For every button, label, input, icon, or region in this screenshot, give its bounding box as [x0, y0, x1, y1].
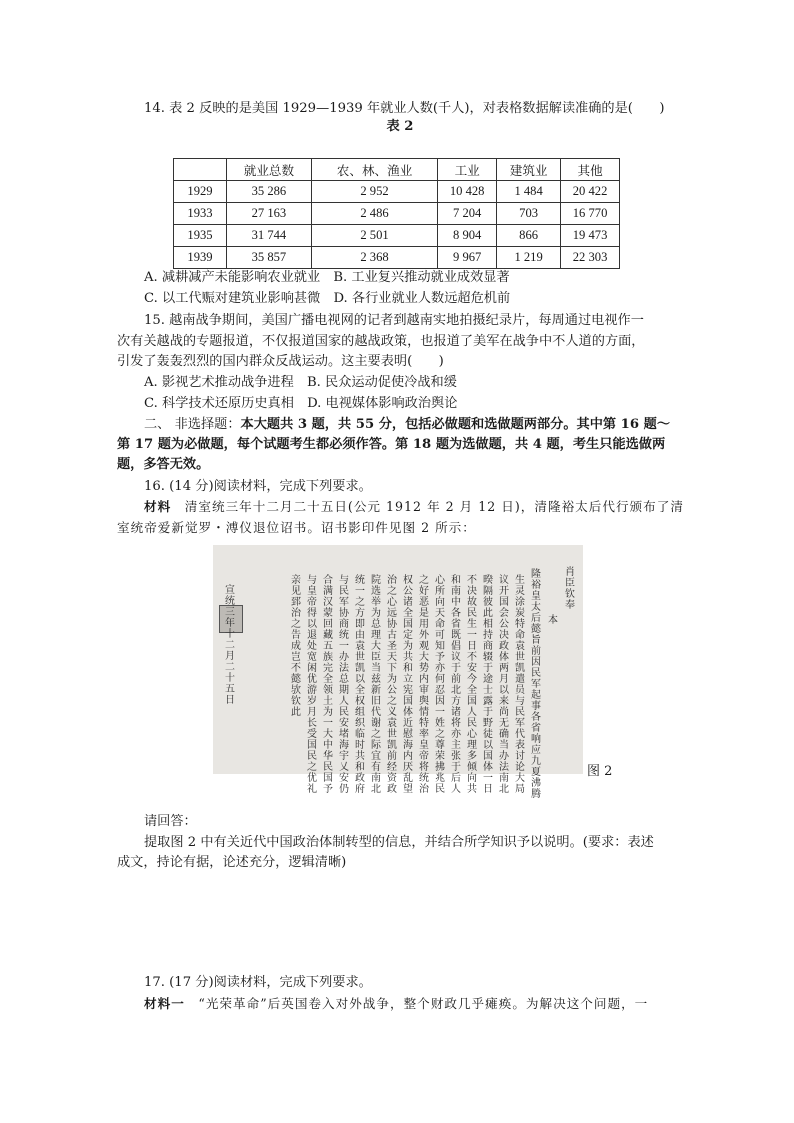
q17-material-line1	[144, 994, 648, 1014]
table-header-cell: 工业	[438, 159, 497, 181]
edict-column: 议开国会公决政体两月以来尚无确当办法南北	[499, 575, 509, 795]
edict-column: 和南中各省既倡议于前北方诸将亦主张于后人	[451, 575, 461, 795]
edict-date-column: 宣统三年十二月二十五日	[225, 585, 235, 706]
edict-column: 与民军协商统一办法总期人民安堵海宇乂安仍	[339, 575, 349, 795]
edict-column: 本	[548, 615, 558, 626]
edict-column: 亲见郅治之告成岂不懿欤钦此	[291, 575, 301, 718]
table-cell: 20 422	[561, 181, 620, 203]
abdication-edict-image	[213, 545, 583, 800]
q17-title: 17. (17 分)阅读材料，完成下列要求。	[144, 975, 372, 990]
figure-2-label: 图 2	[587, 764, 613, 779]
edict-column: 生灵涂炭特命袁世凯遣员与民军代表讨论大局	[515, 575, 525, 795]
table-row	[174, 203, 620, 225]
edict-column: 心所向天命可知予亦何忍因一姓之尊荣拂兆民	[435, 575, 445, 795]
table-cell: 9 967	[438, 247, 497, 269]
table-header-row	[174, 159, 620, 181]
edict-column: 合满汉蒙回藏五族完全领土为一大中华民国予	[323, 575, 333, 795]
edict-column: 隆裕皇太后懿旨前因民军起事各省响应九夏沸腾	[531, 569, 541, 800]
q16-title: 16. (14 分)阅读材料，完成下列要求。	[144, 479, 372, 494]
table-cell: 1935	[174, 225, 227, 247]
edict-column: 治之心远协古圣天下为公之义袁世凯前经资政	[387, 575, 397, 795]
q16-question-line1: 提取图 2 中有关近代中国政治体制转型的信息，并结合所学知识予以说明。(要求：表述	[144, 835, 654, 850]
table-cell: 31 744	[227, 225, 312, 247]
edict-column: 肖臣钦奉	[565, 567, 575, 611]
table-header-cell: 其他	[561, 159, 620, 181]
table-cell: 35 857	[227, 247, 312, 269]
table-cell: 2 486	[311, 203, 437, 225]
table-row	[174, 247, 620, 269]
edict-column: 之好恶是用外观大势内审舆情特率皇帝将统治	[419, 575, 429, 795]
q17-material-text: “光荣革命”后英国卷入对外战争，整个财政几乎瘫痪。为解决这个问题，一	[198, 996, 649, 1011]
table-header-cell: 就业总数	[227, 159, 312, 181]
q15-options-row1: A. 影视艺术推动战争进程 B. 民众运动促使冷战和缓	[144, 375, 457, 390]
edict-column: 暌隔彼此相持商辍于途士露于野徒以国体一日	[483, 575, 493, 795]
section2-line2: 第 17 题为必做题，每个试题考生都必须作答。第 18 题为选做题，共 4 题，考生只能选做两	[117, 437, 666, 452]
section2-instructions: 本大题共 3 题，共 55 分，包括必做题和选做题两部分。其中第 16 题～	[240, 417, 671, 432]
q14-options-row1: A. 减耕减产未能影响农业就业 B. 工业复兴推动就业成效显著	[144, 270, 510, 285]
q16-material-line1	[144, 497, 684, 517]
employment-table	[173, 158, 620, 269]
table-cell: 19 473	[561, 225, 620, 247]
table-header-cell	[174, 159, 227, 181]
table-cell: 22 303	[561, 247, 620, 269]
table-cell: 16 770	[561, 203, 620, 225]
table-title: 表 2	[386, 119, 414, 134]
table-row	[174, 181, 620, 203]
q16-question-label: 请回答：	[144, 814, 197, 829]
table-cell: 10 428	[438, 181, 497, 203]
q14-options-row2: C. 以工代赈对建筑业影响甚微 D. 各行业就业人数远超危机前	[144, 291, 511, 306]
q14-stem: 14. 表 2 反映的是美国 1929—1939 年就业人数(千人)，对表格数据解读准确的是( )	[144, 101, 665, 116]
table-cell: 8 904	[438, 225, 497, 247]
table-cell: 1933	[174, 203, 227, 225]
q15-stem-line3: 引发了轰轰烈烈的国内群众反战运动。这主要表明( )	[117, 354, 444, 369]
table-cell: 1929	[174, 181, 227, 203]
edict-column: 不决故民生一日不安今全国人民心理多倾向共	[467, 575, 477, 795]
section2-label: 二、 非选择题：	[144, 417, 241, 432]
q16-question-line2: 成文，持论有据，论述充分，逻辑清晰)	[117, 855, 347, 870]
q16-material-text: 清室统三年十二月二十五日(公元 1912 年 2 月 12 日)，清隆裕太后代行颁布了清	[184, 499, 684, 514]
table-row	[174, 225, 620, 247]
section2-line3: 题，多答无效。	[117, 457, 210, 472]
table-cell: 7 204	[438, 203, 497, 225]
table-cell: 2 501	[311, 225, 437, 247]
table-cell: 1 484	[497, 181, 561, 203]
table-cell: 703	[497, 203, 561, 225]
q16-material-label: 材料	[144, 499, 172, 514]
edict-column: 院选举为总理大臣当兹新旧代谢之际宜有南北	[371, 575, 381, 795]
section2-line1	[144, 415, 670, 435]
edict-column: 统一之方即由袁世凯以全权组织临时共和政府	[355, 575, 365, 795]
table-cell: 35 286	[227, 181, 312, 203]
q15-options-row2: C. 科学技术还原历史真相 D. 电视媒体影响政治舆论	[144, 396, 458, 411]
table-cell: 27 163	[227, 203, 312, 225]
table-header-cell: 农、林、渔业	[311, 159, 437, 181]
q15-stem-line2: 次有关越战的专题报道，不仅报道国家的越战政策，也报道了美军在战争中不人道的方面，	[117, 334, 645, 349]
q17-material-label: 材料一	[144, 996, 185, 1011]
table-cell: 2 952	[311, 181, 437, 203]
table-cell: 2 368	[311, 247, 437, 269]
table-cell: 1939	[174, 247, 227, 269]
table-cell: 866	[497, 225, 561, 247]
table-cell: 1 219	[497, 247, 561, 269]
table-header-cell: 建筑业	[497, 159, 561, 181]
edict-column: 与皇帝得以退处宽闲优游岁月长受国民之优礼	[307, 575, 317, 795]
edict-column: 权公诸全国定为共和立宪国体近慰海内厌乱望	[403, 575, 413, 795]
q16-material-line2: 室统帝爱新觉罗・溥仪退位诏书。诏书影印件见图 2 所示：	[117, 520, 476, 535]
q15-stem-line1: 15. 越南战争期间，美国广播电视网的记者到越南实地拍摄纪录片，每周通过电视作一	[144, 313, 644, 328]
